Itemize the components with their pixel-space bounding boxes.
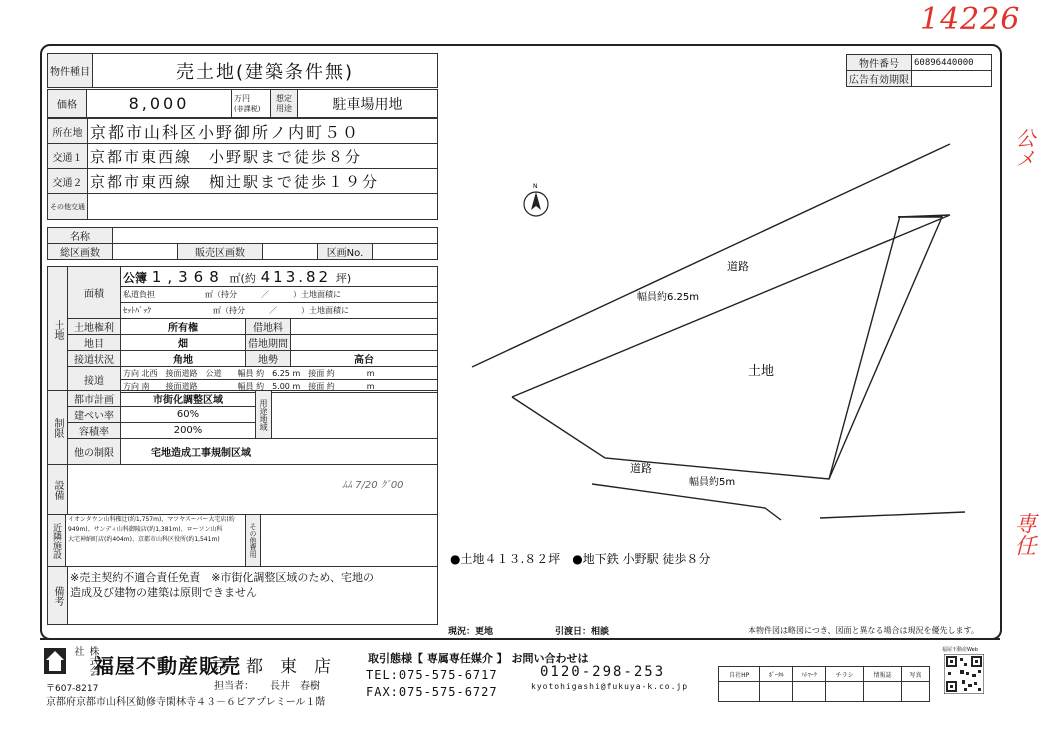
road-top-label: 道路: [727, 260, 749, 273]
property-type: 売土地(建築条件無): [93, 54, 438, 88]
compass-icon: [524, 192, 548, 216]
other-limit-value: 宅地造成工事規制区域: [121, 439, 438, 465]
qr-label: 福屋不動産Web: [942, 647, 978, 653]
location-label: 所在地: [48, 119, 88, 144]
fax: FAX:075-575-6727: [366, 685, 498, 699]
terrain-value: 高台: [291, 351, 438, 367]
price-unit: 万円: [234, 93, 250, 103]
area-label: 面積: [68, 267, 121, 319]
media-tags: [718, 666, 930, 702]
contact-value: 角地: [121, 351, 246, 367]
pencil-note: ﾑﾑ 7/20 ｸﾞ00: [342, 480, 404, 491]
facilities-value: [68, 465, 438, 515]
deal-terms: 取引態様【 専属専任媒介 】 お問い合わせは: [368, 652, 589, 665]
address: 京都府京都市山科区勧修寺閑林寺４３－６ピアプレミール１階: [46, 697, 326, 708]
zone-no-label: 区画No.: [318, 244, 373, 260]
tag-3: チラシ: [826, 667, 864, 682]
traffic1-label: 交通１: [48, 144, 88, 169]
land-boundary: [512, 217, 942, 479]
traffic1-value: 京都市東西線 小野駅まで徒歩８分: [88, 144, 438, 169]
coverage-value: 60%: [121, 407, 256, 423]
map-caption: ●土地４１３.８２坪 ●地下鉄 小野駅 徒歩８分: [450, 552, 711, 566]
area-unit: ㎡(約: [229, 271, 256, 285]
handwritten-note-top: 公メ: [1012, 128, 1036, 168]
name-label: 名称: [48, 228, 113, 244]
name-value: [113, 228, 438, 244]
road-bottom-label: 道路: [630, 462, 652, 475]
traffic2-label: 交通２: [48, 169, 88, 194]
email: kyotohigashi@fukuya-k.co.jp: [531, 682, 689, 691]
total-area-value: [113, 244, 178, 260]
rent-term-label: 借地期間: [246, 335, 291, 351]
tag-1: ﾎﾟｰﾀﾙ: [760, 667, 793, 682]
road-top-width: 幅員約6.25m: [637, 292, 700, 303]
location-table: [47, 118, 438, 220]
company-name: 福屋不動産販売: [94, 654, 241, 678]
private-road-tail: ㎡（持分 ／ ）土地面積に: [205, 290, 341, 299]
zone-no-value: [373, 244, 438, 260]
area-row: [121, 267, 438, 287]
expiry-label: 広告有効期限: [847, 71, 912, 87]
area-kind: 公簿: [123, 270, 148, 285]
rent-term-value: [291, 335, 438, 351]
rent-label: 借地料: [246, 319, 291, 335]
branch-name: 京 都 東 店: [212, 657, 331, 677]
tag-0: 自社HP: [719, 667, 760, 682]
property-id: 60896440000: [912, 55, 992, 71]
sale-area-value: [263, 244, 318, 260]
road1-value: 方向 北西 接面道路 公道 幅員 約 6.25 m 接面 約 m: [121, 367, 438, 380]
terrain-label: 地勢: [246, 351, 291, 367]
price-tax: (非課税): [234, 104, 261, 113]
nearby-line1: イオンタウン山科椥辻(約1,757m)、マツヤスーパー大宅店(約949m)、サンディ山科御陵店(約1,381m)、ローソン山科: [68, 516, 235, 533]
area-m2: 1,368: [151, 267, 225, 286]
freedial: 0120-298-253: [540, 664, 666, 680]
nearby-text: [66, 515, 246, 567]
notes-text: [68, 567, 438, 625]
other-limit-label: 他の制限: [68, 439, 121, 465]
delivery-status: 引渡日：相談: [555, 627, 610, 637]
setback-tail: ㎡（持分 ／ ）土地面積に: [213, 306, 349, 315]
zip-code: 〒607-8217: [46, 684, 99, 694]
handwritten-note-mid: 専任: [1011, 512, 1036, 556]
other-traffic-value: [88, 194, 438, 220]
type-label: 物件種目: [48, 54, 93, 88]
handwritten-number: 14226: [920, 2, 1021, 37]
notes-table: [47, 566, 438, 625]
land-table: [47, 266, 438, 393]
right-value: 所有権: [121, 319, 246, 335]
road-top-edge-a: [472, 144, 950, 367]
nearby-line2: 大宅神納町店(約404m)、京都市山科区役所(約1,541m): [68, 536, 220, 543]
north-label: N: [533, 183, 538, 190]
far-label: 容積率: [68, 423, 121, 439]
contact-label: 接道状況: [68, 351, 121, 367]
plan-label: 都市計画: [68, 391, 121, 407]
land-section-label: 土地: [48, 267, 68, 393]
total-area-label: 総区画数: [48, 244, 113, 260]
nearby-table: [47, 514, 438, 567]
other-traffic-label: その他交通: [48, 194, 88, 220]
company-small: 株式会社: [72, 646, 98, 676]
area-tsubo: 413.82: [260, 267, 332, 286]
disclaimer: 本物件図は略図につき、図面と異なる場合は現況を優先します。: [748, 626, 979, 635]
staff-label: 担当者：: [214, 681, 254, 692]
plan-value: 市街化調整区域: [121, 391, 256, 407]
setback-row: [121, 303, 438, 319]
header-table: [47, 53, 438, 88]
current-status: 現況：更地: [448, 627, 494, 637]
other-cost-label: その他費用: [246, 515, 261, 567]
use-zone-value: [272, 391, 438, 439]
id-label: 物件番号: [847, 55, 912, 71]
private-road-row: [121, 287, 438, 303]
price-value: 8,000: [87, 90, 232, 118]
road2-value: 方向 南 接面道路 幅員 約 5.00 m 接面 約 m: [121, 380, 438, 393]
notes-line2: 造成及び建物の建築は原則できません: [70, 586, 257, 599]
facilities-table: [47, 464, 438, 515]
use-value: 駐車場用地: [298, 90, 438, 118]
limits-section-label: 制限: [48, 391, 68, 465]
road-bottom-edge-a: [592, 484, 781, 520]
site-map: [445, 60, 993, 620]
nearby-label: 近隣施設: [48, 515, 66, 567]
use-label: 想定用途: [271, 90, 298, 118]
rent-value: [291, 319, 438, 335]
landuse-value: 畑: [121, 335, 246, 351]
land-east-edge: [829, 216, 900, 479]
setback-label: ｾｯﾄﾊﾞｯｸ: [123, 306, 151, 315]
far-value: 200%: [121, 423, 256, 439]
land-label: 土地: [748, 364, 775, 379]
tag-4: 情報誌: [864, 667, 902, 682]
price-unit-cell: [232, 90, 271, 118]
price-label: 価格: [48, 90, 87, 118]
company-logo: [44, 648, 66, 674]
use-zone-label: 用途地域: [256, 391, 272, 439]
private-road-label: 私道負担: [123, 290, 155, 299]
notes-line1: ※売主契約不適合責任免責 ※市街化調整区域のため、宅地の: [70, 571, 374, 584]
sale-area-label: 販売区画数: [178, 244, 263, 260]
road-top-edge-b: [512, 215, 950, 397]
location-value: 京都市山科区小野御所ノ内町５０: [88, 119, 438, 144]
traffic2-value: 京都市東西線 椥辻駅まで徒歩１９分: [88, 169, 438, 194]
tag-2: ﾊﾄﾏｰｸ: [793, 667, 826, 682]
road-label: 接道: [68, 367, 121, 393]
road-bottom-edge-b: [820, 512, 965, 518]
tag-5: 写真: [901, 667, 929, 682]
landuse-label: 地目: [68, 335, 121, 351]
name-table: [47, 227, 438, 260]
notes-label: 備考: [48, 567, 68, 625]
staff-name: 長井 春樹: [270, 681, 320, 692]
tel: TEL:075-575-6717: [366, 668, 498, 682]
price-table: [47, 89, 438, 118]
coverage-label: 建ぺい率: [68, 407, 121, 423]
limits-table: [47, 390, 438, 465]
right-label: 土地権利: [68, 319, 121, 335]
tsubo-unit: 坪): [335, 271, 352, 285]
qr-code-icon: [944, 654, 984, 694]
facilities-label: 設備: [48, 465, 68, 515]
other-cost-value: [261, 515, 438, 567]
road-bottom-width: 幅員約5m: [689, 477, 736, 488]
